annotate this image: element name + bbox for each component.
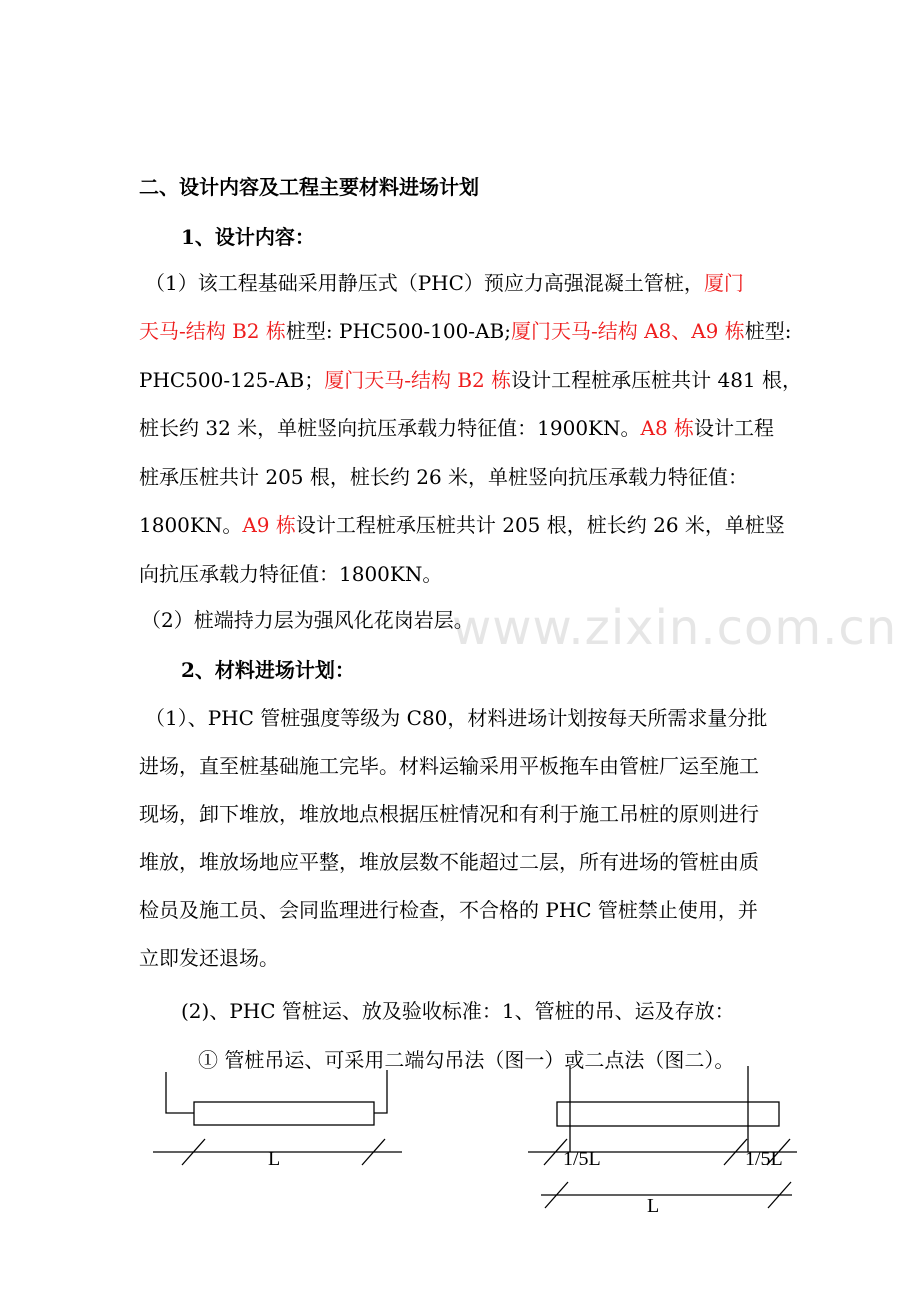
- paragraph-line: 现场，卸下堆放，堆放地点根据压桩情况和有利于施工吊桩的原则进行: [139, 802, 759, 826]
- highlight-project-name: 天马-结构 B2 栋: [139, 319, 286, 343]
- right-hook-line: [374, 1070, 387, 1113]
- text-span: 设计工程桩承压桩共计 481 根，: [511, 368, 803, 392]
- left-hook-line: [166, 1072, 194, 1113]
- text-span: （1）该工程基础采用静压式（PHC）预应力高强混凝土管桩，: [145, 271, 704, 295]
- fig2-length-label: L: [647, 1195, 660, 1217]
- paragraph-line: 桩承压桩共计 205 根，桩长约 26 米，单桩竖向抗压承载力特征值：: [139, 465, 749, 489]
- paragraph-line: 检员及施工员、会同监理进行检查，不合格的 PHC 管桩禁止使用，并: [139, 898, 758, 922]
- watermark: www.zixin.com.cn: [452, 600, 898, 656]
- highlight-building-a8: A8 栋: [640, 416, 695, 440]
- pile-body-fig2: [557, 1102, 779, 1126]
- paragraph-line: 立即发还退场。: [139, 946, 279, 970]
- paragraph-line: （1）、PHC 管桩强度等级为 C80，材料进场计划按每天所需求量分批: [145, 706, 768, 730]
- fig1-length-label: L: [268, 1148, 281, 1170]
- text-span: 桩长约 32 米，单桩竖向抗压承载力特征值：1900KN。: [139, 416, 641, 440]
- highlight-project-name: 厦门: [703, 271, 744, 295]
- paragraph-line: 进场，直至桩基础施工完毕。材料运输采用平板拖车由管桩厂运至施工: [139, 754, 759, 778]
- subsection-title-materials: 2、材料进场计划：: [181, 658, 355, 682]
- highlight-project-name: 厦门天马-结构 A8、A9 栋: [510, 319, 745, 343]
- figure-two-point-lifting: [528, 1066, 797, 1208]
- text-span: 桩型: PHC500-100-AB;: [285, 319, 511, 343]
- paragraph-bearing-layer: （2）桩端持力层为强风化花岗岩层。: [141, 608, 474, 632]
- subsection-title-design: 1、设计内容：: [181, 225, 315, 249]
- paragraph-transport-standard: (2)、PHC 管桩运、放及验收标准：1、管桩的吊、运及存放：: [181, 999, 735, 1023]
- paragraph-lifting-method: ① 管桩吊运、可采用二端勾吊法（图一）或二点法（图二）。: [198, 1048, 735, 1072]
- text-span: 桩型:: [744, 319, 792, 343]
- pile-body-fig1: [194, 1102, 374, 1125]
- highlight-building-a9: A9 栋: [242, 513, 296, 537]
- section-title: 二、设计内容及工程主要材料进场计划: [139, 175, 479, 199]
- text-span: PHC500-125-AB；: [139, 368, 325, 392]
- text-span: 设计工程: [694, 416, 775, 440]
- text-span: 设计工程桩承压桩共计 205 根，桩长约 26 米，单桩竖: [295, 513, 785, 537]
- text-span: 1800KN。: [139, 513, 243, 537]
- paragraph-line: 堆放，堆放场地应平整，堆放层数不能超过二层，所有进场的管桩由质: [139, 850, 759, 874]
- paragraph-line: 向抗压承载力特征值：1800KN。: [139, 562, 443, 586]
- fig2-right-segment-label: 1/5L: [745, 1148, 783, 1170]
- highlight-project-name: 厦门天马-结构 B2 栋: [324, 368, 512, 392]
- fig2-left-segment-label: 1/5L: [563, 1148, 601, 1170]
